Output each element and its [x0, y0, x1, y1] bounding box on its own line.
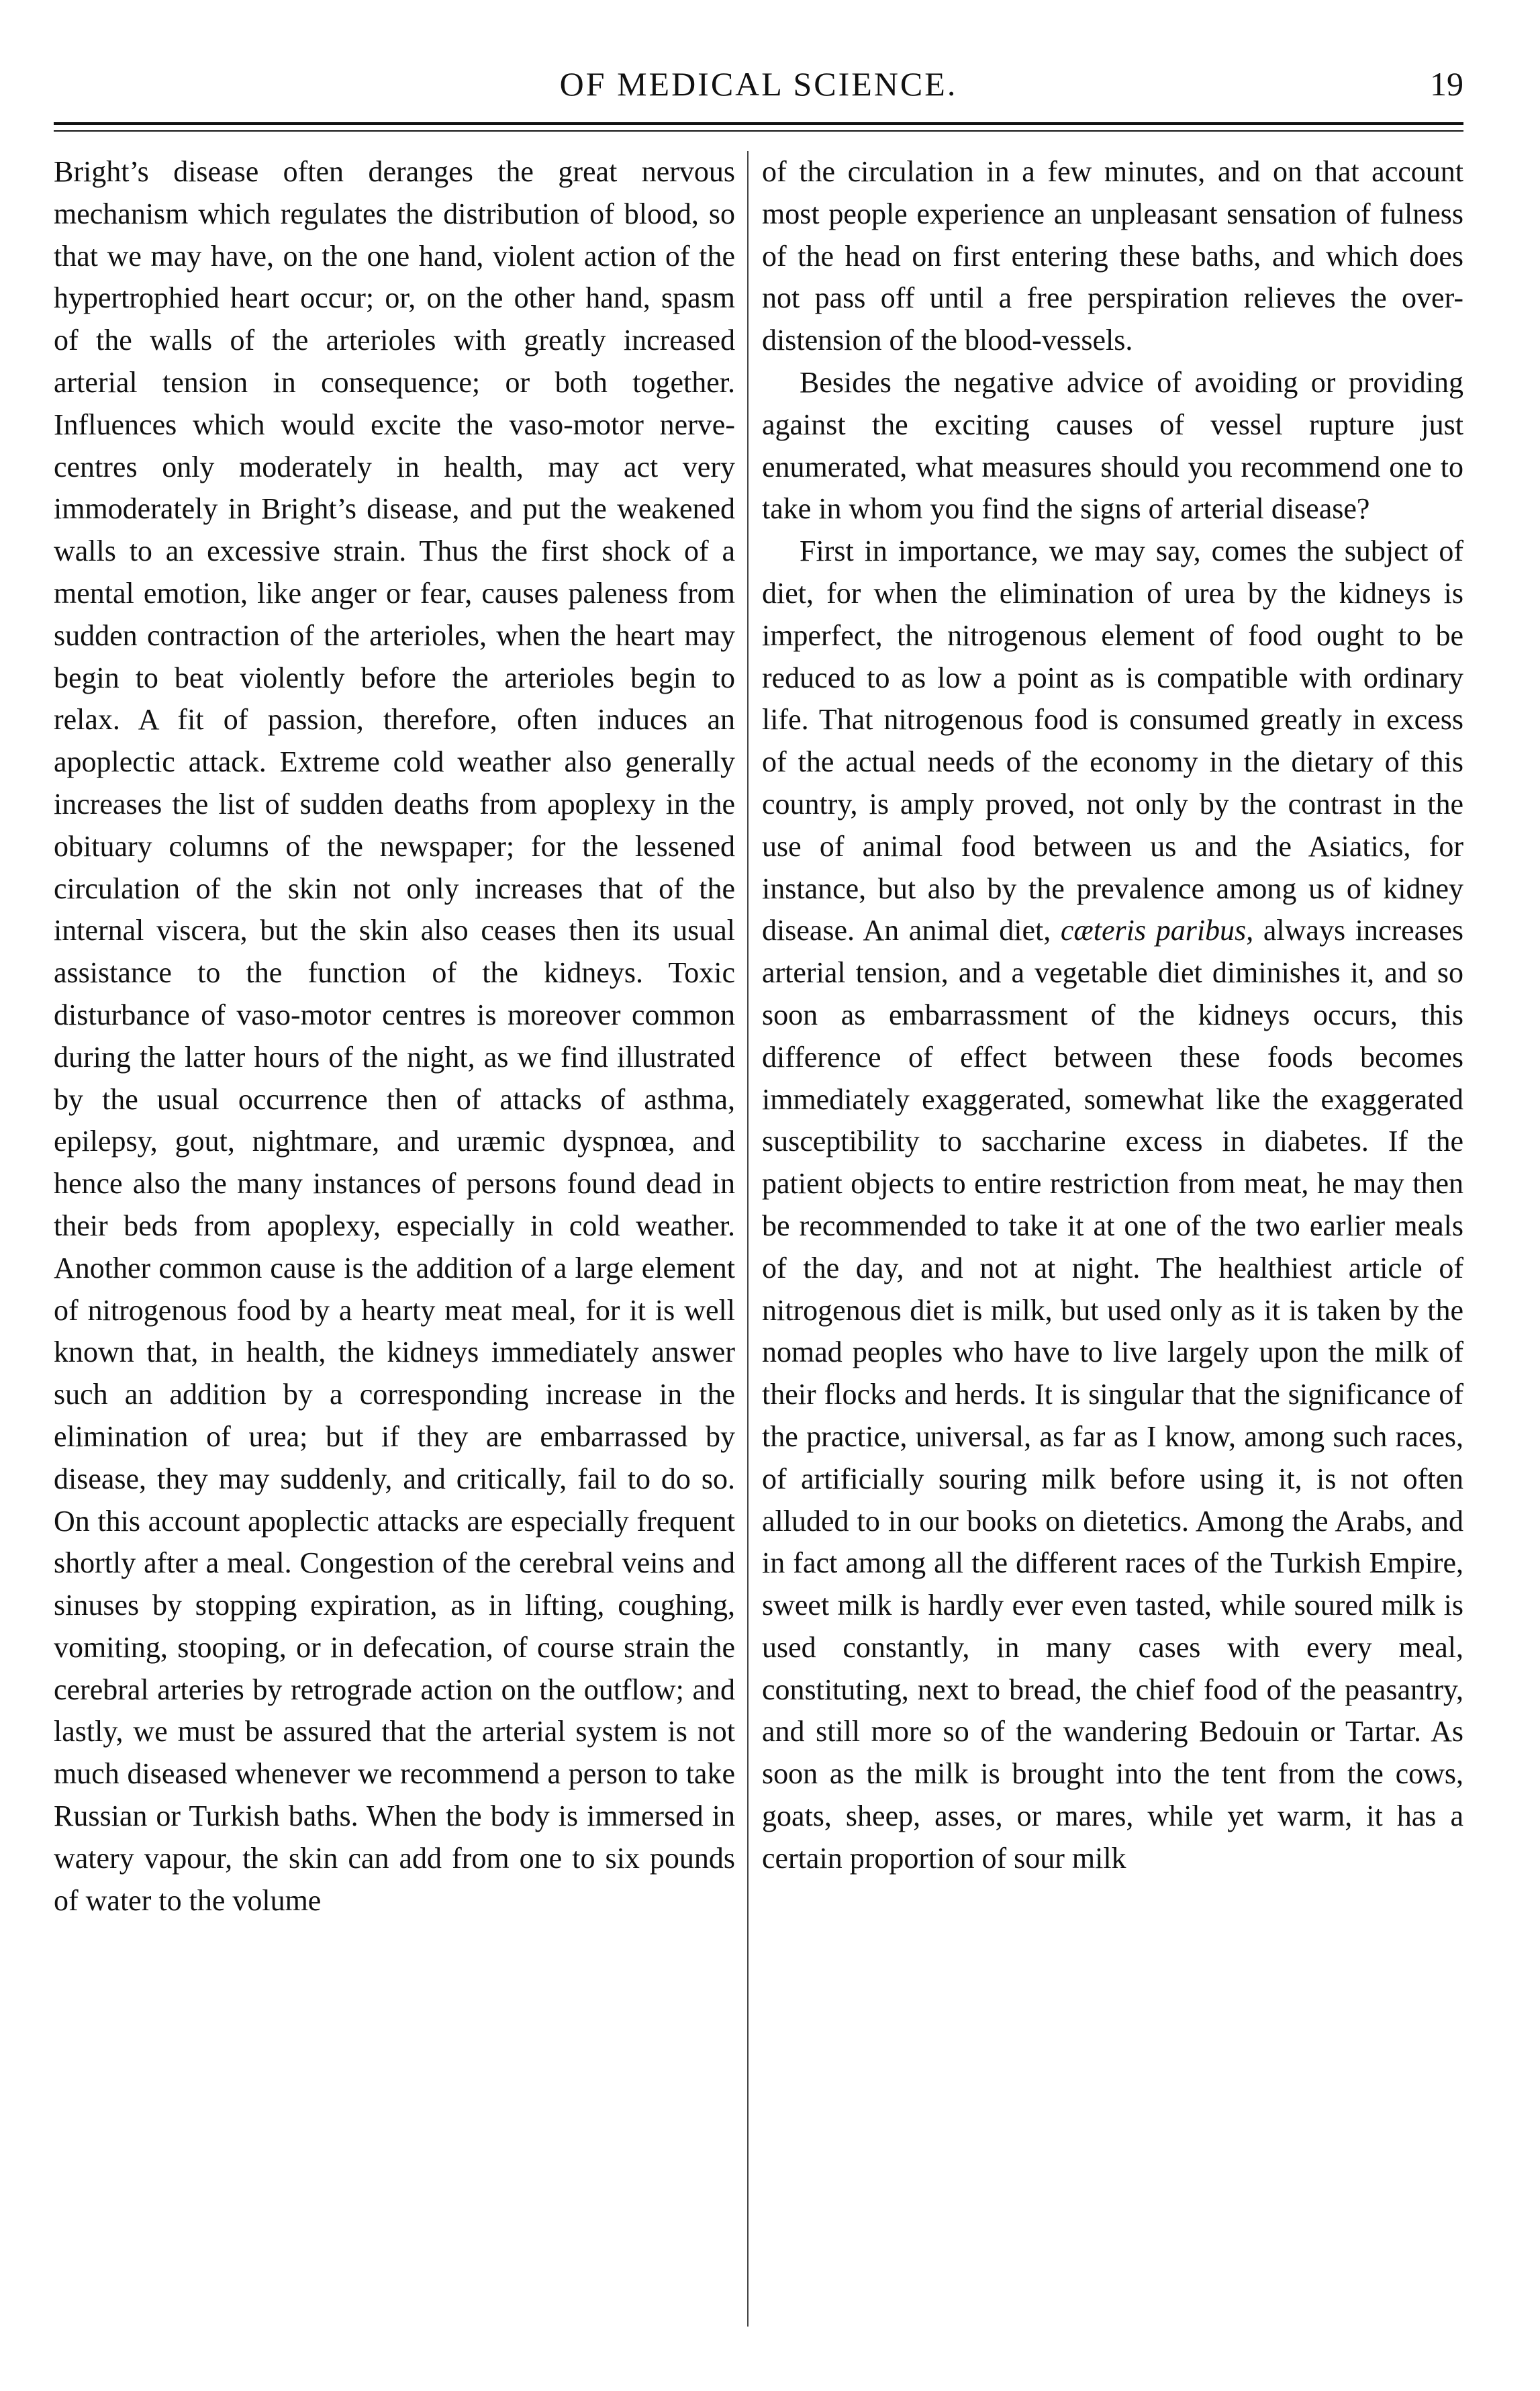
page-number: 19 — [1430, 65, 1463, 103]
left-paragraph-1: Bright’s disease often deranges the great nervous mechanism which regulates the distribution of blood, so that we may have, on the one hand, violent action of the hypertrophied heart occur; or, on the other hand, spasm of the walls of the arterioles with greatly increased arterial tension in consequence; or both together. Influences which would excite the vaso-motor nerve-centres only moderately in health, may act very immoderately in Bright’s disease, and put the weakened walls to an excessive strain. Thus the first shock of a mental emotion, like anger or fear, causes paleness from sudden contraction of the arterioles, when the heart may begin to beat violently before the arterioles begin to relax. A fit of passion, therefore, often induces an apoplectic attack. Extreme cold weather also generally increases the list of sudden deaths from apoplexy in the obituary columns of the newspaper; for the lessened circulation of the skin not only increases that of the internal viscera, but the skin also ceases then its usual assistance to the function of the kidneys. Toxic disturbance of vaso-motor centres is moreover common during the latter hours of the night, as we find illustrated by the usual occurrence then of attacks of asthma, epilepsy, gout, nightmare, and uræmic dyspnœa, and hence also the many instances of persons found dead in their beds from apoplexy, especially in cold weather. Another common cause is the addition of a large element of nitrogenous food by a hearty meat meal, for it is well known that, in health, the kidneys immediately answer such an addition by a corresponding increase in the elimination of urea; but if they are embarrassed by disease, they may suddenly, and critically, fail to do so. On this account apoplectic attacks are especially frequent shortly after a meal. Congestion of the cerebral veins and sinuses by stopping expiration, as in lifting, coughing, vomiting, stooping, or in defecation, of course strain the cerebral arteries by retrograde action on the outflow; and lastly, we must be assured that the arterial system is not much diseased whenever we recommend a person to take Russian or Turkish baths. When the body is immersed in watery vapour, the skin can add from one to six pounds of water to the volume — [54, 155, 735, 1917]
right-paragraph-3 — [762, 530, 1463, 1880]
right-paragraph-3-text-a: First in importance, we may say, comes the subject of diet, for when the elimination of urea by the kidneys is imperfect, the nitrogenous element of food ought to be reduced to as low a point as is compatible with ordinary life. That nitrogenous food is consumed greatly in excess of the actual needs of the economy in the dietary of this country, is amply proved, not only by the contrast in the use of animal food between us and the Asiatics, for instance, but also by the prevalence among us of kidney disease. An animal diet, — [762, 534, 1463, 947]
running-head — [54, 64, 1463, 111]
running-title: OF MEDICAL SCIENCE. — [559, 65, 958, 103]
right-paragraph-2: Besides the negative advice of avoiding or providing against the exciting causes of vessel rupture just enumerated, what measures should you recommend one to take in whom you find the signs of arterial disease? — [762, 365, 1463, 526]
left-column — [54, 151, 735, 2333]
right-paragraph-1: of the circulation in a few minutes, and on that account most people experience an unpleasant sensation of fulness of the head on first entering these baths, and which does not pass off until a free perspiration relieves the over-distension of the blood-vessels. — [762, 155, 1463, 357]
right-paragraph-3-text-b: , always increases arterial tension, and a vegetable diet diminishes it, and so soon as embarrassment of the kidneys occurs, this difference of effect between these foods becomes immediately exaggerated, somewhat like the exaggerated susceptibility to saccharine excess in diabetes. If the patient objects to entire restriction from meat, he may then be recommended to take it at one of the two earlier meals of the day, and not at night. The healthiest article of nitrogenous diet is milk, but used only as it is taken by the nomad peoples who have to live largely upon the milk of their flocks and herds. It is singular that the significance of the practice, universal, as far as I know, among such races, of artificially souring milk before using it, is not often alluded to in our books on dietetics. Among the Arabs, and in fact among all the different races of the Turkish Empire, sweet milk is hardly ever even tasted, while soured milk is used constantly, in many cases with every meal, constituting, next to bread, the chief food of the peasantry, and still more so of the wandering Bedouin or Tartar. As soon as the milk is brought into the tent from the cows, goats, sheep, asses, or mares, while yet warm, it has a certain proportion of sour milk — [762, 914, 1463, 1875]
right-column — [762, 151, 1463, 2333]
header-rule-thick — [54, 122, 1463, 125]
column-divider — [747, 151, 749, 2327]
header-rule-thin — [54, 130, 1463, 132]
right-paragraph-3-italic: cæteris paribus — [1060, 914, 1247, 947]
